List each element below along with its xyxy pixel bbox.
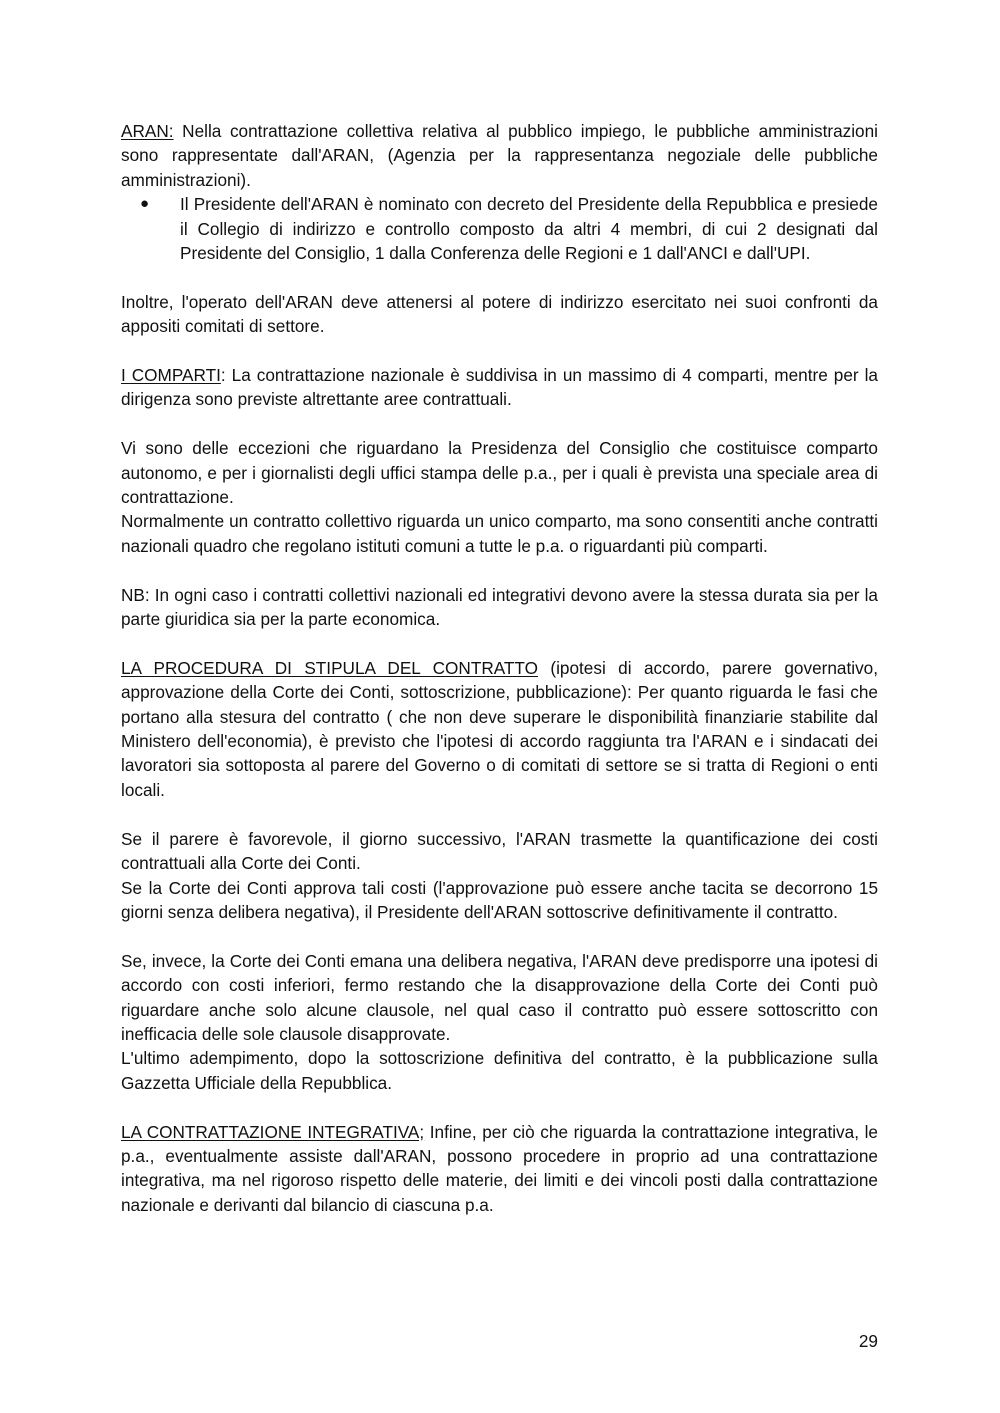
paragraph-ultimo: L'ultimo adempimento, dopo la sottoscrizione definitiva del contratto, è la pubblicazione sulla Gazzetta Ufficiale della Repubblica. — [121, 1048, 878, 1093]
text-integrativa: Infine, per ciò che riguarda la contrattazione integrativa, le p.a., eventualmente assiste dall'ARAN, possono procedere in proprio ad una contrattazione integrativa, ma nel rigoroso rispetto delle materie, dei limiti e dei vincoli posti dalla contrattazione nazionale e derivanti dal bilancio di ciascuna p.a. — [121, 1121, 878, 1215]
bullet-list — [121, 192, 878, 265]
list-item — [140, 192, 878, 265]
paragraph-integrativa — [121, 1120, 878, 1218]
paragraph-aran — [121, 119, 878, 192]
heading-comparti: I COMPARTI — [121, 365, 221, 386]
heading-aran: ARAN: — [121, 121, 174, 141]
paragraph-delibera-negativa: Se, invece, la Corte dei Conti emana una delibera negativa, l'ARAN deve predisporre una ipotesi di accordo con costi inferiori, fermo restando che la disapprovazione della Corte dei Conti può riguardare anche solo alcune clausole, nel qual caso il contratto può essere sottoscritto con inefficacia delle sole clausole disapprovate. — [121, 950, 878, 1044]
page-number: 29 — [858, 1331, 878, 1351]
text-presidente: Il Presidente dell'ARAN è nominato con decreto del Presidente della Repubblica e presiede il Collegio di indirizzo e controllo composto da altri 4 membri, di cui 2 designati dal Presidente del Consiglio, 1 dalla Conferenza delle Regioni e 1 dall'ANCI e dall'UPI. — [180, 194, 878, 264]
paragraph-comparti — [121, 363, 878, 412]
paragraph-eccezioni: Vi sono delle eccezioni che riguardano la Presidenza del Consiglio che costituisce comparto autonomo, e per i giornalisti degli uffici stampa delle p.a., per i quali è prevista una speciale area di contrattazione. — [121, 438, 878, 508]
paragraph-normalmente: Normalmente un contratto collettivo riguarda un unico comparto, ma sono consentiti anche contratti nazionali quadro che regolano istituti comuni a tutte le p.a. o riguardanti più comparti. — [121, 511, 878, 556]
paragraph-procedura — [121, 656, 878, 802]
paragraph-parere: Se il parere è favorevole, il giorno successivo, l'ARAN trasmette la quantificazione dei costi contrattuali alla Corte dei Conti. — [121, 828, 878, 874]
heading-integrativa: LA CONTRATTAZIONE INTEGRATIVA; — [121, 1121, 425, 1142]
document-body — [121, 119, 878, 1217]
bullet-icon: ● — [140, 195, 150, 213]
text-comparti: : La contrattazione nazionale è suddivisa in un massimo di 4 comparti, mentre per la dirigenza sono previste altrettante aree contrattuali. — [121, 365, 878, 410]
paragraph-inoltre: Inoltre, l'operato dell'ARAN deve attenersi al potere di indirizzo esercitato nei suoi confronti da appositi comitati di settore. — [121, 291, 878, 337]
heading-procedura: LA PROCEDURA DI STIPULA DEL CONTRATTO — [121, 657, 538, 678]
paragraph-nb: NB: In ogni caso i contratti collettivi nazionali ed integrativi devono avere la stessa durata sia per la parte giuridica sia per la parte economica. — [121, 584, 878, 630]
text-procedura: (ipotesi di accordo, parere governativo, approvazione della Corte dei Conti, sottoscrizione, pubblicazione): Per quanto riguarda le fasi che portano alla stesura del contratto ( che non deve superare le disponibilità finanziarie stabilite dal Ministero dell'economia), è previsto che l'ipotesi di accordo raggiunta tra l'ARAN e i sindacati dei lavoratori sia sottoposta al parere del Governo o di comitati di settore se si tratta di Regioni o enti locali. — [121, 657, 878, 800]
paragraph-corte-approva: Se la Corte dei Conti approva tali costi (l'approvazione può essere anche tacita se decorrono 15 giorni senza delibera negativa), il Presidente dell'ARAN sottoscrive definitivamente il contratto. — [121, 877, 878, 922]
text-aran: Nella contrattazione collettiva relativa al pubblico impiego, le pubbliche amministrazioni sono rappresentate dall'ARAN, (Agenzia per la rappresentanza negoziale delle pubbliche amministrazioni). — [121, 121, 878, 190]
